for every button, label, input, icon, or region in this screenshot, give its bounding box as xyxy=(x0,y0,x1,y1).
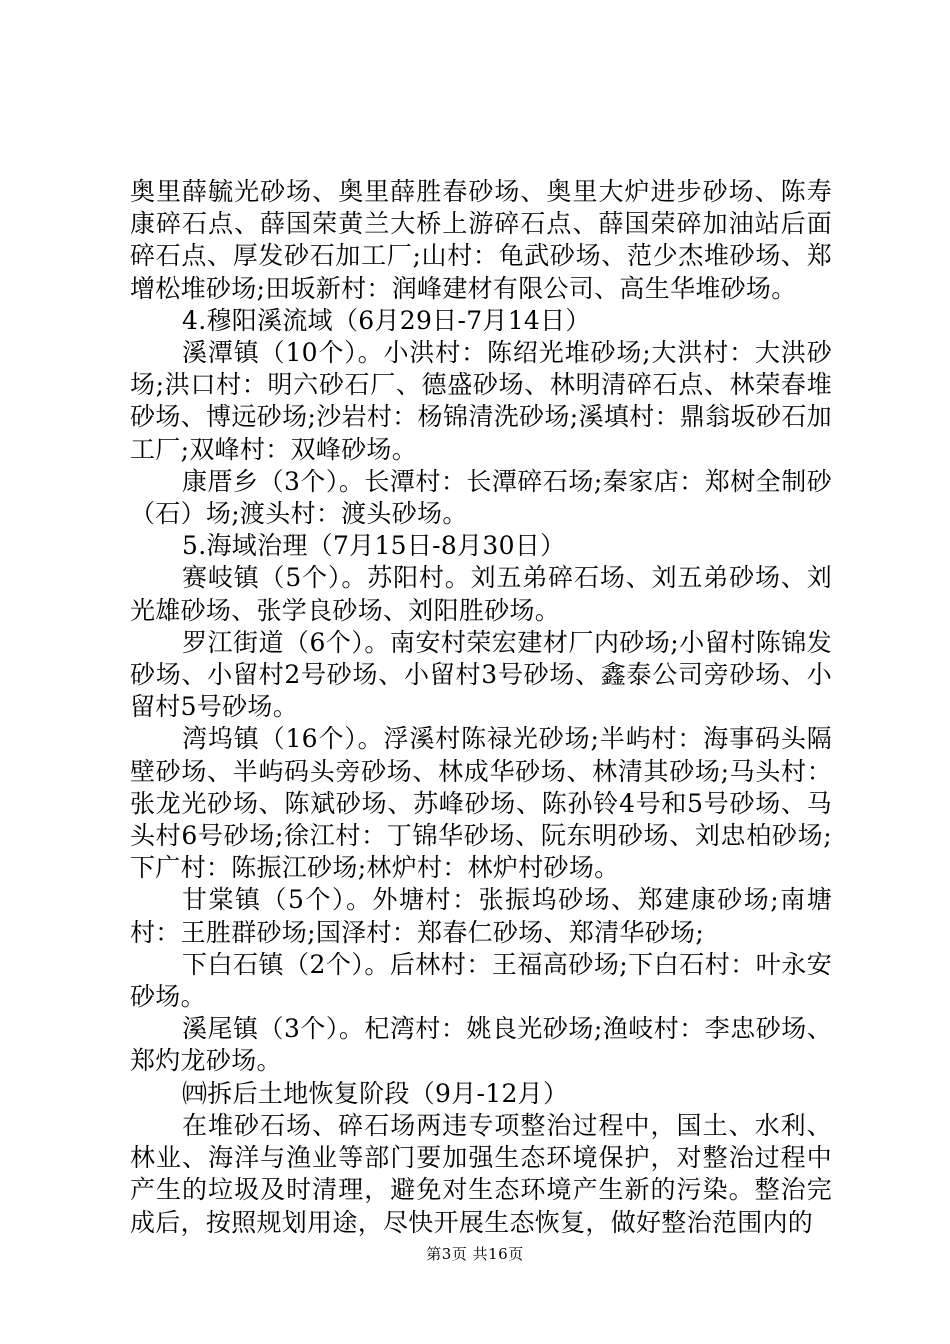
section-heading-haiyu: 5.海域治理（7月15日-8月30日） xyxy=(182,531,566,561)
section-heading-restoration: ㈣拆后土地恢复阶段（9月-12月） xyxy=(182,1078,569,1108)
paragraph-saiqi: 赛岐镇（5个）。苏阳村。刘五弟碎石场、刘五弟砂场、刘光雄砂场、张学良砂场、刘阳胜砂场。 xyxy=(130,563,832,625)
paragraph-luojiang: 罗江街道（6个）。南安村荣宏建材厂内砂场;小留村陈锦发砂场、小留村2号砂场、小留村3号砂场、鑫泰公司旁砂场、小留村5号砂场。 xyxy=(130,627,832,722)
paragraph-wanwu: 湾坞镇（16个）。浮溪村陈禄光砂场;半屿村：海事码头隔壁砂场、半屿码头旁砂场、林成华砂场、林清其砂场;马头村：张龙光砂场、陈斌砂场、苏峰砂场、陈孙铃4号和5号砂场、马头村6号砂场;徐江村：丁锦华砂场、阮东明砂场、刘忠柏砂场;下广村：陈振江砂场;林炉村：林炉村砂场。 xyxy=(130,724,832,883)
paragraph-restoration: 在堆砂石场、碎石场两违专项整治过程中，国土、水利、林业、海洋与渔业等部门要加强生态环境保护，对整治过程中产生的垃圾及时清理，避免对生态环境产生新的污染。整治完成后，按照规划用途，尽快开展生态恢复，做好整治范围内的 xyxy=(130,1110,832,1237)
paragraph-xitan: 溪潭镇（10个）。小洪村：陈绍光堆砂场;大洪村：大洪砂场;洪口村：明六砂石厂、德盛砂场、林明清碎石点、林荣春堆砂场、博远砂场;沙岩村：杨锦清洗砂场;溪填村：鼎翁坂砂石加工厂;双峰村：双峰砂场。 xyxy=(130,338,832,464)
paragraph-xiabaishi: 下白石镇（2个）。后林村：王福高砂场;下白石村：叶永安砂场。 xyxy=(130,949,832,1012)
document-body xyxy=(130,176,832,1239)
paragraph-xiwei: 溪尾镇（3个）。杞湾村：姚良光砂场;渔岐村：李忠砂场、郑灼龙砂场。 xyxy=(130,1014,832,1076)
paragraph-kangcuo: 康厝乡（3个）。长潭村：长潭碎石场;秦家店：郑树全制砂（石）场;渡头村：渡头砂场。 xyxy=(130,466,832,529)
page-footer: 第3页 共16页 xyxy=(426,1245,524,1263)
section-heading-muyang: 4.穆阳溪流域（6月29日-7月14日） xyxy=(182,305,591,335)
paragraph-gantang: 甘棠镇（5个）。外塘村：张振坞砂场、郑建康砂场;南塘村：王胜群砂场;国泽村：郑春仁砂场、郑清华砂场; xyxy=(130,885,832,947)
paragraph-1: 奥里薛毓光砂场、奥里薛胜春砂场、奥里大炉进步砂场、陈寿康碎石点、薛国荣黄兰大桥上游碎石点、薛国荣碎加油站后面碎石点、厚发砂石加工厂;山村：龟武砂场、范少杰堆砂场、郑增松堆砂场;田坂新村：润峰建材有限公司、高生华堆砂场。 xyxy=(130,177,832,303)
